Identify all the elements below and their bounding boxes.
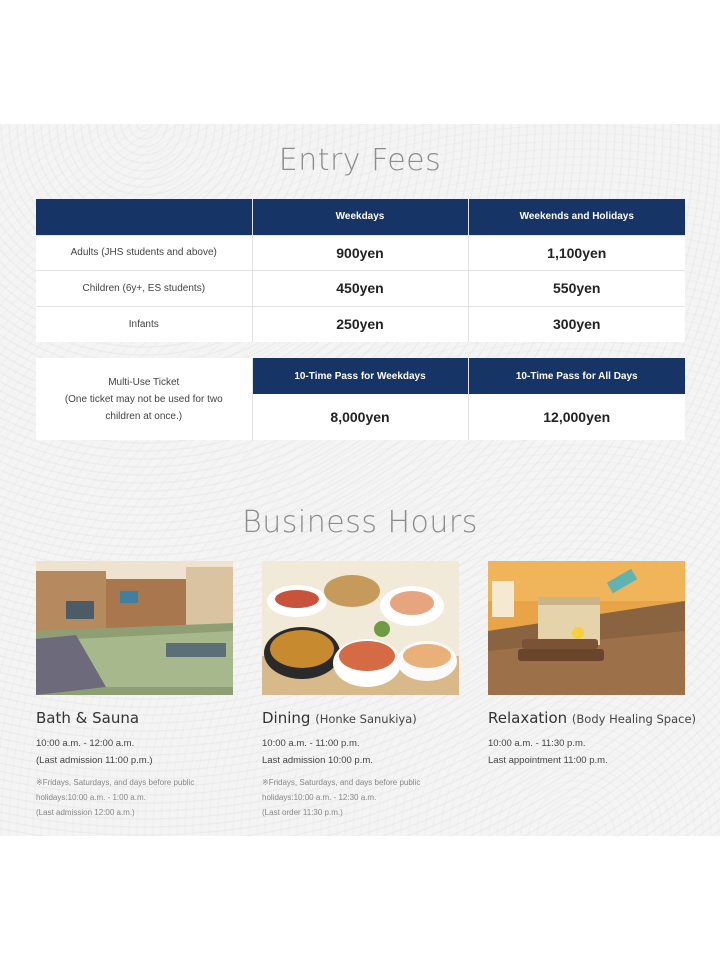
relaxation-hours [488, 735, 685, 769]
relaxation-hours-line: 10:00 a.m. - 11:30 p.m. [488, 738, 586, 749]
business-hours-title: Business Hours [242, 505, 478, 540]
dining-note-line: (Last order 11:30 p.m.) [262, 808, 343, 817]
dining-title-row [262, 709, 459, 727]
price-children-weekday: 450yen [252, 270, 468, 306]
relaxation-photo [488, 561, 685, 695]
dining-title: Dining [262, 709, 311, 727]
entry-fees-title: Entry Fees [278, 143, 442, 178]
dining-last-admission: Last admission 10:00 p.m. [262, 755, 373, 766]
bath-sauna-note-line: (Last admission 12:00 a.m.) [36, 808, 135, 817]
relaxation-title-row [488, 709, 697, 727]
relaxation-title: Relaxation [488, 709, 568, 727]
price-adults-weekday: 900yen [252, 235, 468, 270]
bath-sauna-hours-line: 10:00 a.m. - 12:00 a.m. [36, 738, 135, 749]
row-label-infants: Infants [36, 306, 252, 342]
price-children-weekend: 550yen [468, 270, 685, 306]
dining-note [262, 775, 459, 820]
price-infants-weekday: 250yen [252, 306, 468, 342]
dining-note-line: ※Fridays, Saturdays, and days before public [262, 778, 421, 787]
entry-fees-table [36, 199, 685, 342]
relaxation-subtitle: (Body Healing Space) [571, 712, 697, 726]
dining-hours [262, 735, 459, 769]
multi-use-label-note: (One ticket may not be used for two children at once.) [64, 393, 223, 422]
price-10-time-all-days: 12,000yen [468, 394, 685, 440]
relaxation-last-appointment: Last appointment 11:00 p.m. [488, 755, 608, 766]
price-infants-weekend: 300yen [468, 306, 685, 342]
header-10-time-all-days: 10-Time Pass for All Days [468, 358, 685, 394]
multi-use-label [36, 358, 252, 440]
table-row [36, 306, 685, 342]
row-label-children: Children (6y+, ES students) [36, 270, 252, 306]
header-weekends: Weekends and Holidays [468, 199, 685, 235]
dining-hours-line: 10:00 a.m. - 11:00 p.m. [262, 738, 360, 749]
bath-sauna-title-row [36, 709, 233, 727]
dining-note-line: holidays:10:00 a.m. - 12:30 a.m. [262, 793, 377, 802]
header-weekdays: Weekdays [252, 199, 468, 235]
relaxation-card [488, 561, 697, 769]
bath-sauna-title: Bath & Sauna [36, 709, 140, 727]
bath-sauna-photo [36, 561, 233, 695]
multi-use-table [36, 358, 685, 440]
dining-subtitle: (Honke Sanukiya) [315, 712, 417, 726]
dining-card [262, 561, 459, 820]
multi-use-label-title: Multi-Use Ticket [108, 376, 180, 388]
row-label-adults: Adults (JHS students and above) [36, 235, 252, 270]
bath-sauna-note-line: ※Fridays, Saturdays, and days before public [36, 778, 195, 787]
bath-sauna-last-admission: (Last admission 11:00 p.m.) [36, 755, 153, 766]
header-blank-cell [36, 199, 252, 235]
bath-sauna-card [36, 561, 233, 820]
bath-sauna-note [36, 775, 233, 820]
dining-photo [262, 561, 459, 695]
bath-sauna-note-line: holidays:10:00 a.m. - 1:00 a.m. [36, 793, 146, 802]
price-10-time-weekdays: 8,000yen [252, 394, 468, 440]
table-row [36, 235, 685, 270]
price-adults-weekend: 1,100yen [468, 235, 685, 270]
bath-sauna-hours [36, 735, 233, 769]
header-10-time-weekdays: 10-Time Pass for Weekdays [252, 358, 468, 394]
table-row [36, 270, 685, 306]
